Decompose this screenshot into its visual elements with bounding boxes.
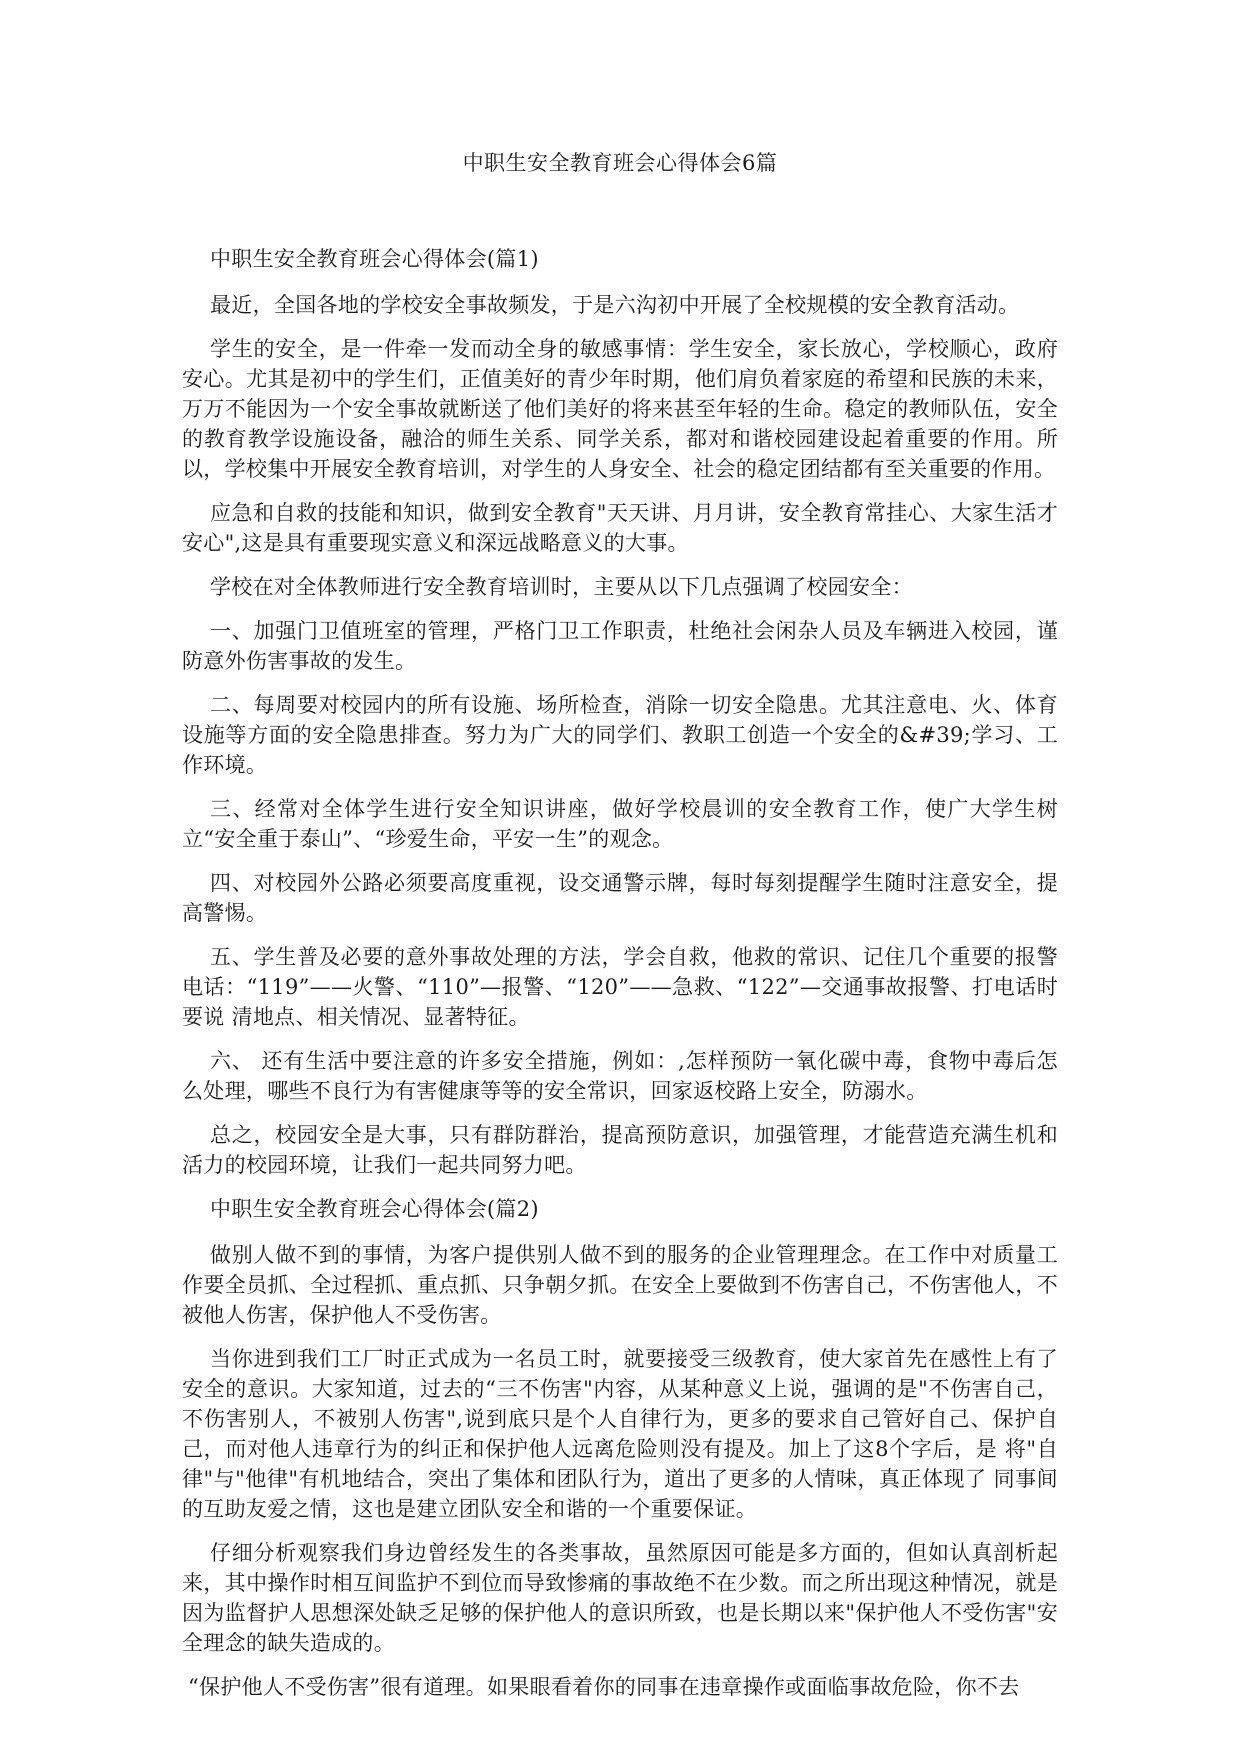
body-paragraph: “保护他人不受伤害”很有道理。如果眼看着你的同事在违章操作或面临事故危险，你不去: [188, 1675, 1020, 1699]
body-paragraph: 应急和自救的技能和知识，做到安全教育"天天讲、月月讲，安全教育常挂心、大家生活才安心",这是具有重要现实意义和深远战略意义的大事。: [182, 501, 1058, 555]
body-paragraph: 一、加强门卫值班室的管理，严格门卫工作职责，杜绝社会闲杂人员及车辆进入校园，谨防意外伤害事故的发生。: [182, 619, 1058, 673]
body-paragraph: 二、每周要对校园内的所有设施、场所检查，消除一切安全隐患。尤其注意电、火、体育设施等方面的安全隐患排查。努力为广大的同学们、教职工创造一个安全的&#39;学习、工作环境。: [182, 693, 1058, 777]
body-paragraph: 做别人做不到的事情，为客户提供别人做不到的服务的企业管理理念。在工作中对质量工作要全员抓、全过程抓、重点抓、只争朝夕抓。在安全上要做到不伤害自己，不伤害他人，不被他人伤害，保护他人不受伤害。: [182, 1243, 1058, 1327]
body-paragraph: 总之，校园安全是大事，只有群防群治，提高预防意识，加强管理，才能营造充满生机和活力的校园环境，让我们一起共同努力吧。: [182, 1123, 1058, 1177]
body-paragraph: 学生的安全，是一件牵一发而动全身的敏感事情：学生安全，家长放心，学校顺心，政府安心。尤其是初中的学生们，正值美好的青少年时期，他们肩负着家庭的希望和民族的未来，万万不能因为一个安全事故就断送了他们美好的将来甚至年轻的生命。稳定的教师队伍，安全的教育教学设施设备，融洽的师生关系、同学关系，都对和谐校园建设起着重要的作用。所以，学校集中开展安全教育培训，对学生的人身安全、社会的稳定团结都有至关重要的作用。: [182, 337, 1058, 481]
body-paragraph: 当你进到我们工厂时正式成为一名员工时，就要接受三级教育，使大家首先在感性上有了安全的意识。大家知道，过去的“三不伤害"内容，从某种意义上说，强调的是"不伤害自己，不伤害别人，不被别人伤害",说到底只是个人自律行为，更多的要求自己管好自己、保护自己，而对他人违章行为的纠正和保护他人远离危险则没有提及。加上了这8个字后，是 将"自律"与"他律"有机地结合，突出了集体和团队行为，道出了更多的人情味，真正体现了 同事间的互助友爱之情，这也是建立团队安全和谐的一个重要保证。: [182, 1347, 1058, 1521]
body-paragraph: 六、 还有生活中要注意的许多安全措施，例如：,怎样预防一氧化碳中毒，食物中毒后怎 么处理，哪些不良行为有害健康等等的安全常识，回家返校路上安全，防溺水。: [182, 1049, 1058, 1103]
body-paragraph: 学校在对全体教师进行安全教育培训时，主要从以下几点强调了校园安全：: [210, 575, 913, 599]
section-heading: 中职生安全教育班会心得体会(篇2): [210, 1197, 539, 1221]
body-paragraph: 三、经常对全体学生进行安全知识讲座，做好学校晨训的安全教育工作，使广大学生树立“安全重于泰山”、“珍爱生命，平安一生”的观念。: [182, 797, 1058, 851]
body-paragraph: 仔细分析观察我们身边曾经发生的各类事故，虽然原因可能是多方面的，但如认真剖析起来，其中操作时相互间监护不到位而导致惨痛的事故绝不在少数。而之所出现这种情况，就是因为监督护人思想深处缺乏足够的保护他人的意识所致，也是长期以来"保护他人不受伤害"安全理念的缺失造成的。: [182, 1541, 1058, 1655]
document-body: [182, 244, 1058, 1716]
body-paragraph: 最近，全国各地的学校安全事故频发，于是六沟初中开展了全校规模的安全教育活动。: [210, 293, 1020, 317]
document-title: 中职生安全教育班会心得体会6篇: [462, 151, 778, 175]
section-heading: 中职生安全教育班会心得体会(篇1): [210, 247, 539, 271]
body-paragraph: 五、学生普及必要的意外事故处理的方法，学会自救，他救的常识、记住几个重要的报警电话：“119”——火警、“110”—报警、“120”——急救、“122”—交通事故报警、打电话时要说 清地点、相关情况、显著特征。: [182, 945, 1058, 1029]
body-paragraph: 四、对校园外公路必须要高度重视，设交通警示牌，每时每刻提醒学生随时注意安全，提高警惕。: [182, 871, 1058, 925]
document-page: [182, 0, 1058, 1754]
